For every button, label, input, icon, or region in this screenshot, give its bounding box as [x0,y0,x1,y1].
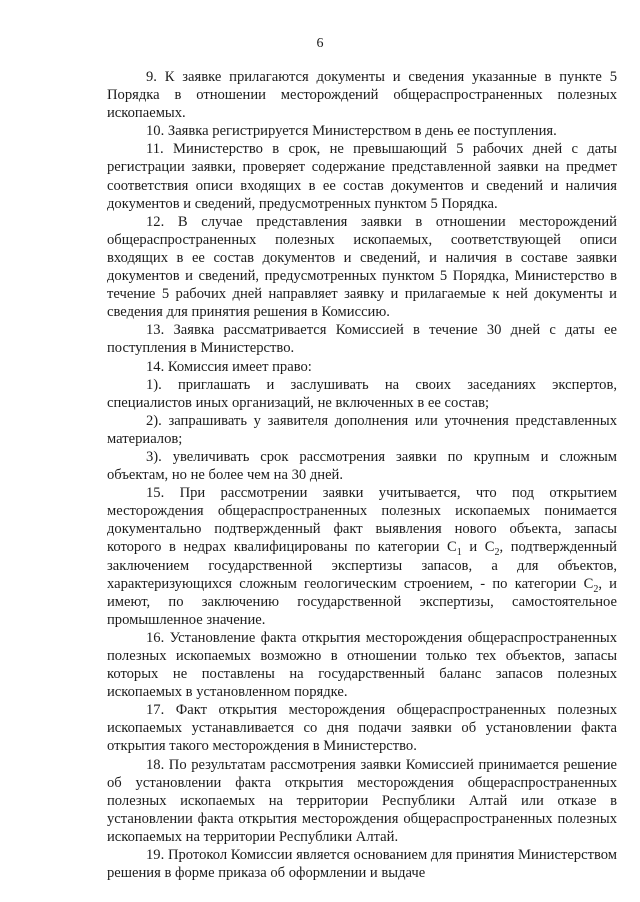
paragraph-15-text-middle: и С [461,539,495,556]
paragraph-12: 12. В случае представления заявки в отношении месторождений общераспространенных полезных ископаемых, соответствующей описи входящих в ее состав документов и сведений, и наличия в составе заявки документов и сведений, предусмотренных пунктом 5 Порядка, Министерство в течение 5 рабочих дней направляет заявку и прилагаемые к ней документы и сведения для принятия решения в Комиссию. [107,213,617,321]
paragraph-17: 17. Факт открытия месторождения общераспространенных полезных ископаемых устанавливается со дня подачи заявки об установлении факта открытия такого месторождения в Министерство. [107,702,617,755]
paragraph-14-item-2: 2). запрашивать у заявителя дополнения или уточнения представленных материалов; [107,412,617,447]
subscript-c1: 1 [456,547,462,559]
page-number: 6 [316,36,324,51]
paragraph-10: 10. Заявка регистрируется Министерством в день ее поступления. [146,123,557,140]
paragraph-9: 9. К заявке прилагаются документы и сведения указанные в пункте 5 Порядка в отношении месторождений общераспространенных полезных ископаемых. [107,69,617,122]
paragraph-11: 11. Министерство в срок, не превышающий 5 рабочих дней с даты регистрации заявки, проверяет содержание представленной заявки на предмет соответствия описи входящих в ее состав документов и сведений и наличия документов и сведений, предусмотренных пунктом 5 Порядка. [107,141,617,212]
paragraph-19: 19. Протокол Комиссии является основанием для принятия Министерством решения в форме приказа об оформлении и выдаче [107,847,617,882]
paragraph-13: 13. Заявка рассматривается Комиссией в течение 30 дней с даты ее поступления в Министерство. [107,322,617,357]
subscript-c2-second: 2 [593,583,599,595]
document-body [107,68,617,882]
paragraph-14-item-1: 1). приглашать и заслушивать на своих заседаниях экспертов, специалистов иных организаций, не включенных в ее состав; [107,376,617,411]
paragraph-15-text-before: 15. При рассмотрении заявки учитывается, что под открытием месторождения общераспространенных полезных ископаемых понимается документально подтвержденный факт выявления нового объекта, запасы которого в недрах квалифицированы по категории С [107,485,617,556]
paragraph-18: 18. По результатам рассмотрения заявки Комиссией принимается решение об установлении факта открытия месторождения общераспространенных полезных ископаемых на территории Республики Алтай или отказе в установлении факта открытия месторождения общераспространенных полезных ископаемых на территории Республики Алтай. [107,756,617,845]
paragraph-15-text-after: , подтвержденный заключением государственной экспертизы запасов, а для объектов, характеризующихся сложным геологическим строением, - по категории С [107,539,617,592]
paragraph-15-text-end: , и имеют, по заключению государственной экспертизы, самостоятельное промышленное значение. [107,575,617,628]
paragraph-14-item-3: 3). увеличивать срок рассмотрения заявки по крупным и сложным объектам, но не более чем на 30 дней. [107,448,617,484]
paragraph-14: 14. Комиссия имеет право: [146,358,312,375]
paragraph-15 [107,484,617,629]
paragraph-16: 16. Установление факта открытия месторождения общераспространенных полезных ископаемых возможно в отношении только тех объектов, запасы которых не поставлены на государственный баланс запасов полезных ископаемых в установленном порядке. [107,629,617,701]
subscript-c2: 2 [494,547,500,559]
